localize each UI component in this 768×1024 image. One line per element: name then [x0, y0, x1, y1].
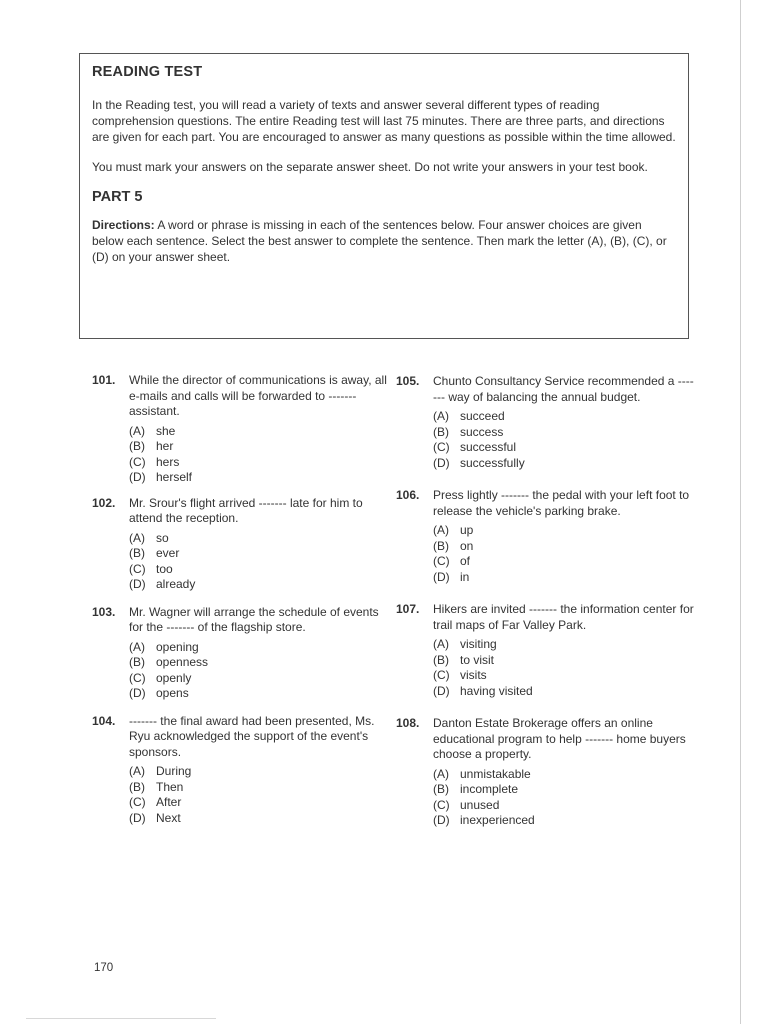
answer-sheet-instruction: You must mark your answers on the separate answer sheet. Do not write your answers in your test book. [92, 160, 648, 174]
option-a: (A) so [129, 530, 169, 545]
intro-paragraph: In the Reading test, you will read a variety of texts and answer several different types of reading comprehension questions. The entire Reading test will last 75 minutes. There are three parts, and directions are given for each part. You are encouraged to answer as many questions as possible within the time allowed. [92, 98, 676, 144]
question-stem: Mr. Wagner will arrange the schedule of events for the ------- of the flagship store. [129, 604, 379, 634]
question-stem: While the director of communications is away, all e-mails and calls will be forwarded to ------- assistant. [129, 373, 387, 418]
option-a: (A) up [433, 523, 474, 537]
option-b: (B) openness [129, 655, 209, 669]
directions-text: A word or phrase is missing in each of the sentences below. Four answer choices are given below each sentence. Select the best answer to complete the sentence. Then mark the letter (A), (B), (C), or (D) on your answer sheet. [92, 218, 667, 264]
question-107 [396, 602, 696, 699]
question-stem: Chunto Consultancy Service recommended a ------- way of balancing the annual budget. [433, 374, 694, 404]
question-number: 103. [92, 604, 116, 619]
option-c: (C) too [129, 561, 173, 576]
option-b: (B) success [433, 424, 504, 439]
question-column-left [92, 373, 392, 826]
directions-paragraph [92, 217, 676, 265]
option-c: (C) of [433, 554, 471, 568]
option-d: (D) opens [129, 686, 189, 700]
question-number: 101. [92, 373, 116, 387]
option-d: (D) successfully [433, 455, 525, 470]
option-b: (B) ever [129, 546, 180, 560]
footer-rule [26, 1018, 216, 1019]
option-a: (A) visiting [433, 637, 497, 651]
question-stem: Mr. Srour's flight arrived ------- late for him to attend the reception. [129, 495, 363, 525]
option-c: (C) successful [433, 440, 517, 454]
option-d: (D) already [129, 577, 196, 591]
question-number: 105. [396, 374, 420, 388]
page-number: 170 [94, 962, 114, 974]
option-d: (D) having visited [433, 683, 533, 698]
option-c: (C) After [129, 795, 182, 809]
question-106 [396, 488, 696, 585]
question-102 [92, 496, 392, 593]
question-101 [92, 373, 392, 486]
option-b: (B) on [433, 538, 474, 553]
option-a: (A) she [129, 423, 176, 438]
option-b: (B) her [129, 439, 174, 453]
option-d: (D) inexperienced [433, 813, 535, 827]
question-column-right [396, 374, 696, 829]
question-stem: Press lightly ------- the pedal with your left foot to release the vehicle's parking brake. [433, 488, 690, 518]
option-b: (B) to visit [433, 652, 495, 667]
test-title: READING TEST [92, 64, 203, 80]
question-number: 104. [92, 713, 116, 728]
option-c: (C) unused [433, 797, 500, 812]
option-b: (B) incomplete [433, 782, 519, 796]
instructions-box [79, 53, 689, 339]
question-108 [396, 716, 696, 829]
question-number: 102. [92, 495, 116, 510]
question-number: 107. [396, 602, 420, 616]
option-a: (A) opening [129, 639, 199, 654]
option-c: (C) hers [129, 454, 180, 469]
option-d: (D) herself [129, 470, 193, 484]
question-stem: ------- the final award had been presented, Ms. Ryu acknowledged the support of the event's sponsors. [129, 713, 375, 759]
option-a: (A) unmistakable [433, 766, 531, 781]
option-d: (D) in [433, 569, 470, 584]
question-number: 108. [396, 716, 420, 730]
option-c: (C) visits [433, 668, 487, 682]
page-edge-line [740, 0, 741, 1024]
option-d: (D) Next [129, 810, 181, 825]
option-a: (A) succeed [433, 409, 505, 423]
question-number: 106. [396, 488, 420, 502]
option-b: (B) Then [129, 779, 184, 794]
question-stem: Danton Estate Brokerage offers an online educational program to help ------- home buyers choose a property. [433, 716, 686, 761]
question-103 [92, 605, 392, 702]
question-105 [396, 374, 696, 471]
directions-label: Directions: [92, 218, 155, 232]
part-title: PART 5 [92, 189, 143, 205]
question-stem: Hikers are invited ------- the information center for trail maps of Far Valley Park. [433, 602, 694, 632]
option-c: (C) openly [129, 670, 192, 685]
question-104 [92, 714, 392, 827]
option-a: (A) During [129, 764, 192, 778]
